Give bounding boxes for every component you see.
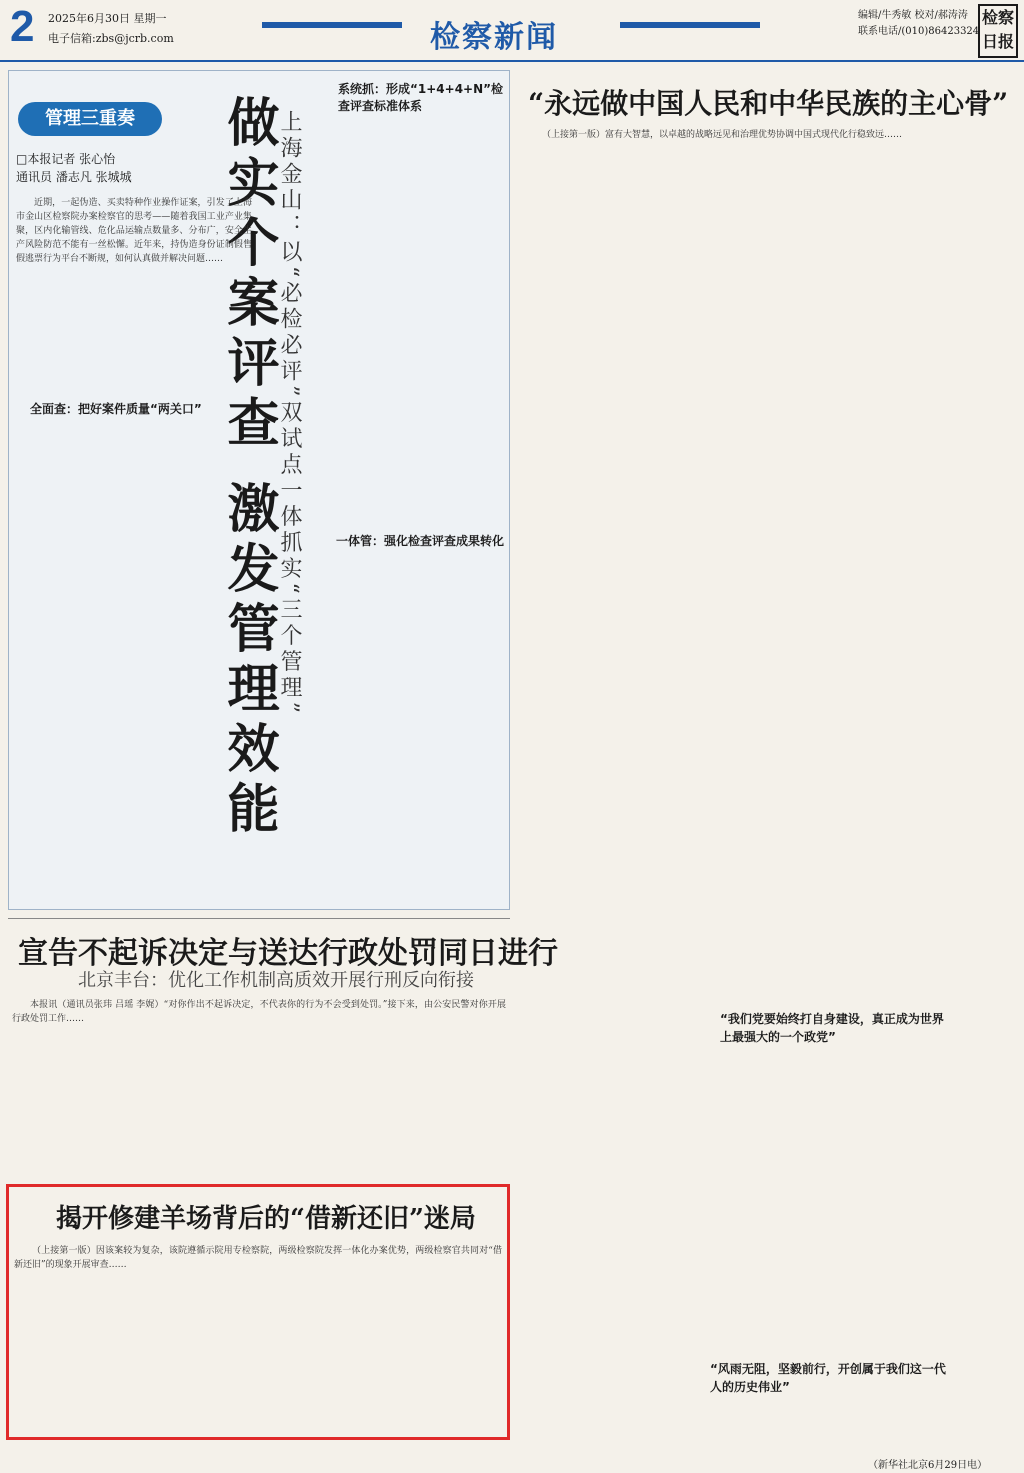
- feature-reporters: □本报记者 张心怡 通讯员 潘志凡 张城城: [16, 152, 132, 184]
- mid-headline: 宣告不起诉决定与送达行政处罚同日进行: [18, 936, 558, 971]
- feature-subhead-3: 一体管：强化检查评查成果转化: [336, 534, 505, 548]
- email: 电子信箱:zbs@jcrb.com: [48, 32, 174, 45]
- issue-date: 2025年6月30日 星期一: [48, 12, 167, 25]
- divider-1: [8, 918, 510, 919]
- highlight-lead: （上接第一版）因该案较为复杂，该院遵循示院用专检察院，两级检察院发挥一体化办案优势，两级检察官共同对“借新还旧”的现象开展审查……: [14, 1246, 502, 1270]
- main-source: （新华社北京6月29日电）: [868, 1460, 988, 1471]
- section-title: 检察新闻: [430, 20, 558, 55]
- feature-subtitle: 上海金山：以“必检必评”双试点一体抓实“三个管理”: [277, 110, 302, 717]
- header-band-left: [262, 22, 402, 28]
- feature-subhead-2: 全面查：把好案件质量“两关口”: [30, 402, 202, 416]
- mid-lead: 本报讯（通讯员张玮 吕瑶 李娓）“对你作出不起诉决定，不代表你的行为不会受到处罚。”接下来，由公安民警对你开展行政处罚工作……: [12, 1000, 506, 1024]
- main-lead: （上接第一版）富有大智慧，以卓越的战略远见和治理优势协调中国式现代化行稳致远……: [542, 130, 903, 140]
- feature-badge: 管理三重奏: [18, 102, 162, 136]
- newspaper-logo: 检察日报: [978, 4, 1018, 58]
- page-number: 2: [10, 2, 35, 51]
- feature-subhead-1: 系统抓：形成“1+4+4+N”检查评查标准体系: [338, 82, 504, 113]
- main-inset-2: “风雨无阻，坚毅前行，开创属于我们这一代人的历史伟业”: [710, 1362, 946, 1394]
- feature-title: 做实个案评查 激发管理效能: [218, 95, 279, 842]
- mid-subtitle: 北京丰台：优化工作机制高质效开展行刑反向衔接: [78, 970, 474, 991]
- header-band-right: [620, 22, 760, 28]
- main-headline: “永远做中国人民和中华民族的主心骨”: [528, 87, 1009, 120]
- masthead: [0, 0, 1024, 62]
- main-inset-1: “我们党要始终打自身建设，真正成为世界上最强大的一个政党”: [720, 1012, 944, 1044]
- highlight-headline: 揭开修建羊场背后的“借新还旧”迷局: [56, 1204, 476, 1234]
- editors-info: 编辑/牛秀敏 校对/郝涛涛 联系电话/(010)86423324: [858, 10, 980, 37]
- feature-lead: 近期，一起伪造、买卖特种作业操作证案，引发了上海市金山区检察院办案检察官的思考——随着我国工业产业集聚，区内化输管线、危化品运输点数量多、分布广，安全生产风险防范不能有一丝松懈。近年来，持伪造身份证制假售假逃票行为平台不断规，如何认真做并解决问题……: [16, 198, 252, 264]
